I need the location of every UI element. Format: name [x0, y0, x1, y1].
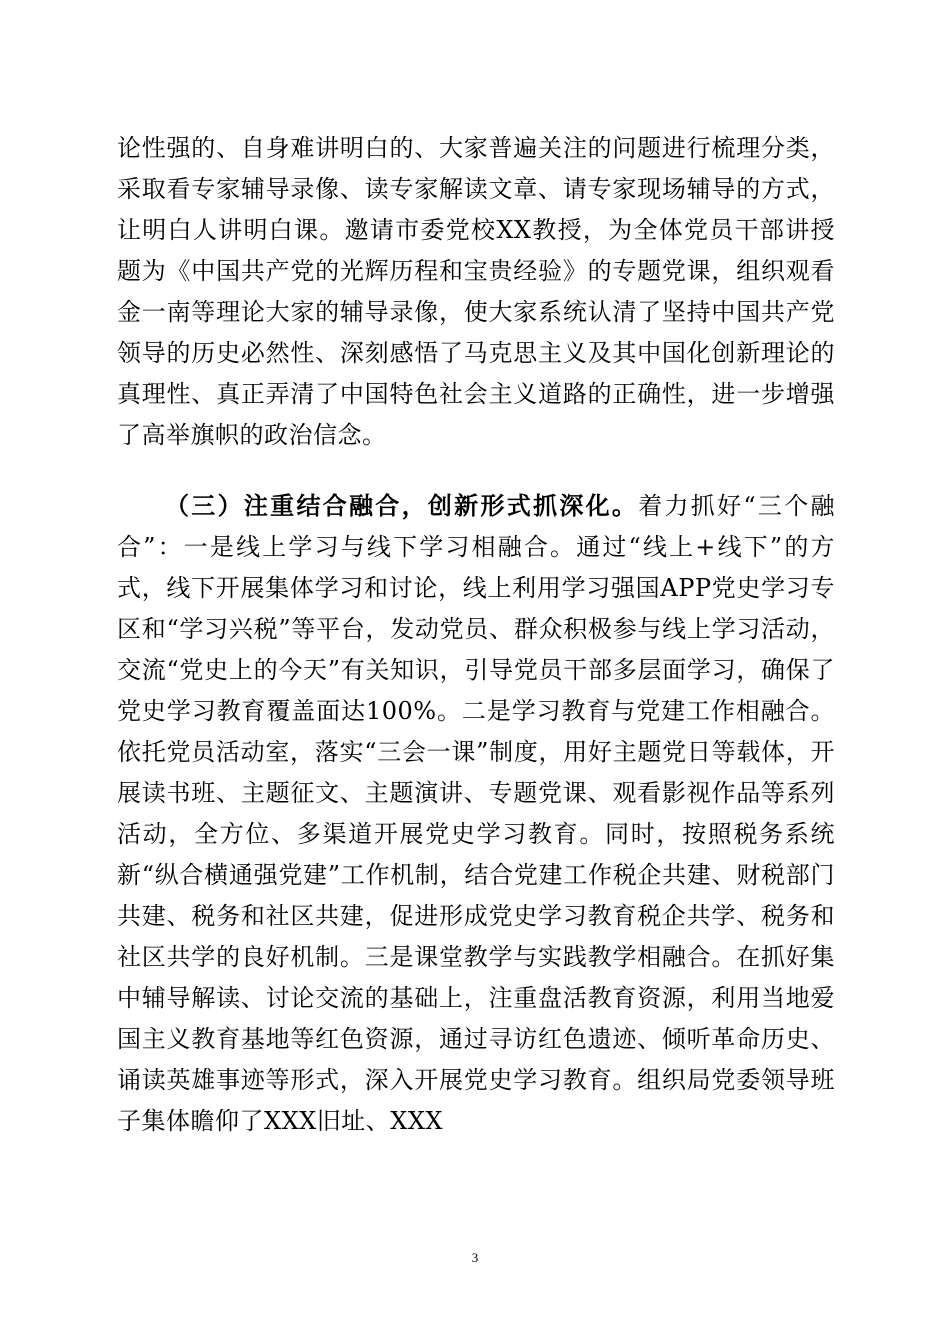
paragraph-section-three — [117, 485, 835, 1142]
section-body-text: 着力抓好“三个融合”：一是线上学习与线下学习相融合。通过“线上+线下”的方式，线下开展集体学习和讨论，线上利用学习强国APP党史学习专区和“学习兴税”等平台，发动党员、群众积极参与线上学习活动，交流“党史上的今天”有关知识，引导党员干部多层面学习，确保了党史学习教育覆盖面达100%。二是学习教育与党建工作相融合。依托党员活动室，落实“三会一课”制度，用好主题党日等载体，开展读书班、主题征文、主题演讲、专题党课、观看影视作品等系列活动，全方位、多渠道开展党史学习教育。同时，按照税务系统新“纵合横通强党建”工作机制，结合党建工作税企共建、财税部门共建、税务和社区共建，促进形成党史学习教育税企共学、税务和社区共学的良好机制。三是课堂教学与实践教学相融合。在抓好集中辅导解读、讨论交流的基础上，注重盘活教育资源，利用当地爱国主义教育基地等红色资源，通过寻访红色遗迹、倾听革命历史、诵读英雄事迹等形式，深入开展党史学习教育。组织局党委领导班子集体瞻仰了XXX旧址、XXX — [117, 492, 835, 1135]
section-heading: （三）注重结合融合，创新形式抓深化。 — [165, 491, 639, 520]
paragraph-continuation: 论性强的、自身难讲明白的、大家普遍关注的问题进行梳理分类，采取看专家辅导录像、读专家解读文章、请专家现场辅导的方式，让明白人讲明白课。邀请市委党校XX教授，为全体党员干部讲授题为《中国共产党的光辉历程和宝贵经验》的专题党课，组织观看金一南等理论大家的辅导录像，使大家系统认清了坚持中国共产党领导的历史必然性、深刻感悟了马克思主义及其中国化创新理论的真理性、真正弄清了中国特色社会主义道路的正确性，进一步增强了高举旗帜的政治信念。 — [117, 134, 835, 449]
page-number: 3 — [471, 1250, 479, 1265]
document-body — [117, 128, 835, 1142]
